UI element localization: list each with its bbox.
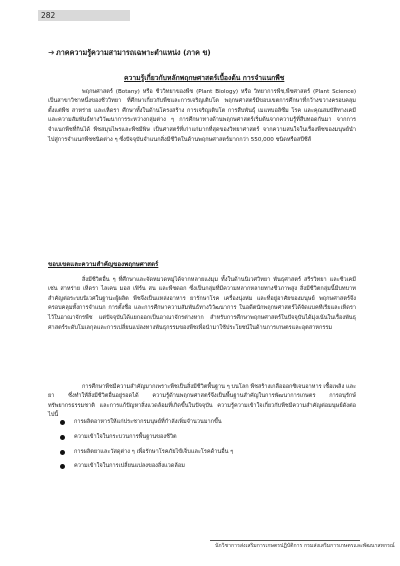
section-heading: ภาคความรู้ความสามารถเฉพาะตำแหน่ง (ภาค ข) bbox=[56, 48, 211, 57]
page-footer: นักวิชาการส่งเสริมการเกษตรปฏิบัติการ กรมส่งเสริมการเกษตรและพัฒนาสหกรณ์ bbox=[215, 543, 395, 549]
list-item-text: การผลิตอาหารให้แก่ประชากรมนุษย์ที่กำลังเพิ่มจำนวนมากขึ้น bbox=[74, 419, 222, 425]
bullet-icon bbox=[60, 450, 65, 455]
list-item-text: การผลิตยาและวัสดุต่าง ๆ เพื่อรักษาโรคภัยไข้เจ็บและโรคด้านอื่น ๆ bbox=[74, 448, 234, 455]
page-number: 282 bbox=[41, 11, 56, 20]
list-item-text: ความเข้าใจในกระบวนการพื้นฐานของชีวิต bbox=[74, 433, 177, 440]
page-number-box bbox=[38, 10, 130, 21]
arrow-bullet-icon: ➜ bbox=[48, 48, 55, 57]
paragraph-importance: การศึกษาพืชมีความสำคัญมากเพราะพืชเป็นสิ่งมีชีวิตพื้นฐาน ๆ บนโลก พืชสร้างเกลือออกซิเจนอาหาร เชื้อเพลิง และยา ซึ่งทำให้สิ่งมีชีวิตอื่นอยู่รอดได้ ความรู้ด้านพฤกษศาสตร์จึงเป็นพื้นฐานสำคัญในการพัฒนาการเกษตร การอนุรักษ์ทรัพยากรธรรมชาติ และการแก้ปัญหาสิ่งแวดล้อมที่เกิดขึ้นในปัจจุบัน ความรู้ความเข้าใจเกี่ยวกับพืชมีความสำคัญต่อมนุษย์ดังต่อไปนี้ bbox=[48, 383, 357, 419]
list-item bbox=[60, 462, 350, 472]
bullet-icon bbox=[60, 420, 65, 425]
bullet-icon bbox=[60, 435, 65, 440]
importance-list bbox=[60, 418, 350, 477]
list-item-text: ความเข้าใจในการเปลี่ยนแปลงของสิ่งแวดล้อม bbox=[74, 463, 185, 470]
list-item bbox=[60, 418, 350, 428]
paragraph-botany-definition: พฤกษศาสตร์ (Botany) หรือ ชีววิทยาของพืช (Plant Biology) หรือ วิทยาการพืช,พืชศาสตร์ (Plant Science) เป็นสาขาวิชาหนึ่งของชีววิทยา ที่ศึกษาเกี่ยวกับพืชและการเจริญเติบโต พฤกษศาสตร์มีขอบเขตการศึกษาที่กว้างขวางครอบคลุมตั้งแต่พืช สาหร่าย และเห็ดรา ศึกษาทั้งในด้านโครงสร้าง การเจริญเติบโต การสืบพันธุ์ เมแทบอลิซึม โรค และคุณสมบัติทางเคมีและความสัมพันธ์ทางวิวัฒนาการระหว่างกลุ่มต่าง ๆ การศึกษาทางด้านพฤกษศาสตร์เริ่มต้นจากความรู้ที่สืบทอดกันมา จากการจำแนกพืชที่กินได้ พืชสมุนไพรและพืชมีพิษ เป็นศาสตร์ที่เก่าแก่มากที่สุดของวิทยาศาสตร์ จากความสนใจในเรื่องพืชของมนุษย์นำไปสู่การจำแนกพืชชนิดต่าง ๆ ซึ่งปัจจุบันจำแนกสิ่งมีชีวิตในด้านพฤกษศาสตร์มากกว่า 550,000 ชนิดหรือสปีชีส์ bbox=[48, 88, 356, 143]
list-item bbox=[60, 433, 350, 443]
subsection-title: ความรู้เกี่ยวกับหลักพฤกษศาสตร์เบื้องต้น การจำแนกพืช bbox=[124, 74, 285, 82]
paragraph-scope: สิ่งมีชีวิตอื่น ๆ ที่ศึกษาและจัดหมวดหมู่ได้จากหลายแง่มุม ทั้งในด้านนิเวศวิทยา พันธุศาสตร์ สรีรวิทยา และชีวเคมี เช่น สาหร่าย เห็ดรา ไลเคน มอส เฟิร์น สน และพืชดอก ซึ่งเป็นกลุ่มที่มีความหลากหลายทางชีวภาพสูง สิ่งมีชีวิตกลุ่มนี้มีบทบาทสำคัญต่อระบบนิเวศในฐานะผู้ผลิต พืชจึงเป็นแหล่งอาหาร ยารักษาโรค เครื่องนุ่งห่ม และที่อยู่อาศัยของมนุษย์ พฤกษศาสตร์จึงครอบคลุมทั้งการจำแนก การตั้งชื่อ และการศึกษาความสัมพันธ์ทางวิวัฒนาการ ในอดีตนักพฤกษศาสตร์ได้จัดแบคทีเรียและเห็ดราไว้ในอาณาจักรพืช แต่ปัจจุบันได้แยกออกเป็นอาณาจักรต่างหาก สำหรับการศึกษาพฤกษศาสตร์ในปัจจุบันได้มุ่งเน้นในเรื่องพันธุศาสตร์ระดับโมเลกุลและการเปลี่ยนแปลงทางพันธุกรรมของพืชเพื่อนำมาใช้ประโยชน์ในด้านการเกษตรและอุตสาหกรรม bbox=[48, 276, 356, 331]
list-item bbox=[60, 448, 350, 458]
bullet-icon bbox=[60, 464, 65, 469]
sub-heading-scope: ขอบเขตและความสำคัญของพฤกษศาสตร์ bbox=[48, 261, 159, 268]
footer-divider bbox=[210, 540, 360, 541]
